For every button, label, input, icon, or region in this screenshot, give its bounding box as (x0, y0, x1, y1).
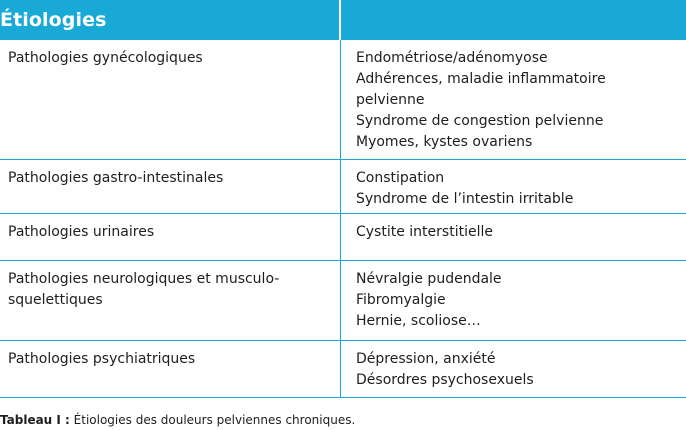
list-item: Désordres psychosexuels (356, 372, 534, 388)
category-cell: Pathologies neurologiques et musculo- squelettiques (8, 271, 280, 308)
list-item: Syndrome de l’intestin irritable (356, 191, 574, 207)
category-cell: Pathologies psychiatriques (8, 351, 196, 367)
header-title: Étiologies (0, 9, 107, 31)
list-item: Adhérences, maladie inflammatoire (356, 71, 606, 87)
table-header (0, 0, 686, 40)
list-item: pelvienne (356, 92, 425, 108)
column-divider (340, 341, 341, 397)
column-divider (340, 40, 341, 159)
list-item: Syndrome de congestion pelvienne (356, 113, 604, 129)
items-cell (356, 269, 676, 332)
table-row (0, 40, 686, 160)
list-item: Cystite interstitielle (356, 224, 493, 240)
category-cell: Pathologies gynécologiques (8, 50, 203, 66)
caption-label: Tableau I : (0, 413, 70, 427)
items-cell (356, 222, 676, 243)
list-item: Myomes, kystes ovariens (356, 134, 533, 150)
table-row (0, 160, 686, 214)
table-row (0, 341, 686, 398)
category-cell: Pathologies urinaires (8, 224, 155, 240)
table-row (0, 214, 686, 261)
items-cell (356, 349, 676, 391)
list-item: Hernie, scoliose… (356, 313, 481, 329)
table-caption (0, 413, 355, 428)
table-body (0, 40, 686, 398)
category-cell: Pathologies gastro-intestinales (8, 170, 224, 186)
list-item: Dépression, anxiété (356, 351, 496, 367)
column-divider (340, 261, 341, 340)
items-cell (356, 168, 676, 210)
items-cell (356, 48, 676, 153)
column-divider (340, 214, 341, 260)
list-item: Endométriose/adénomyose (356, 50, 548, 66)
list-item: Constipation (356, 170, 445, 186)
column-divider (340, 160, 341, 213)
list-item: Fibromyalgie (356, 292, 446, 308)
caption-text: Étiologies des douleurs pelviennes chroniques. (69, 413, 356, 427)
header-cell-left (0, 0, 341, 40)
list-item: Névralgie pudendale (356, 271, 502, 287)
table-row (0, 261, 686, 341)
